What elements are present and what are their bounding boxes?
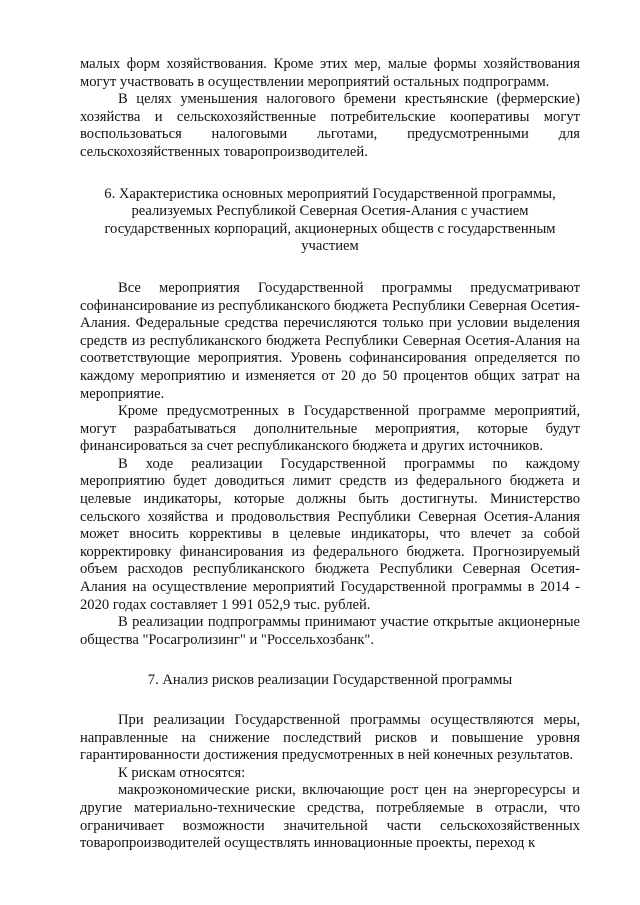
section-6-paragraph: В ходе реализации Государственной программы по каждому мероприятию будет доводиться лимит средств из федерального бюджета и целевые индикаторы, которые должны быть достигнуты. Министерство сельского хозяйства и продовольствия Республики Северная Осетия-Алания может вносить коррективы в целевые индикаторы, что влечет за собой корректировку финансирования из федерального бюджета. Прогнозируемый объем расходов республиканского бюджета Республики Северная Осетия-Алания на осуществление мероприятий Государственной программы в 2014 - 2020 годах составляет 1 991 052,9 тыс. рублей.: [80, 455, 580, 613]
section-6-heading: 6. Характеристика основных мероприятий Государственной программы, реализуемых Республикой Северная Осетия-Алания с участием государственных корпораций, акционерных обществ с государственным участием: [104, 185, 556, 255]
section-6-paragraph: В реализации подпрограммы принимают участие открытые акционерные общества "Росагролизинг" и "Россельхозбанк".: [80, 614, 580, 648]
section-7-heading: 7. Анализ рисков реализации Государственной программы: [147, 672, 513, 689]
section-7-paragraph: При реализации Государственной программы осуществляются меры, направленные на снижение последствий рисков и повышение уровня гарантированности достижения предусмотренных в ней конечных результатов.: [80, 712, 580, 764]
section-7-paragraph: К рискам относятся:: [118, 764, 246, 781]
section-7-paragraph: макроэкономические риски, включающие рост цен на энергоресурсы и другие материально-технические средства, потребляемые в отрасли, что ограничивает возможности значительной части сельскохозяйственных товаропроизводителей осуществлять инновационные проекты, переход к: [80, 782, 580, 852]
section-6-paragraph: Кроме предусмотренных в Государственной программе мероприятий, могут разрабатываться дополнительные мероприятия, которые будут финансироваться за счет республиканского бюджета и других источников.: [80, 403, 580, 455]
paragraph-tax-benefits: В целях уменьшения налогового бремени крестьянские (фермерские) хозяйства и сельскохозяйственные потребительские кооперативы могут воспользоваться налоговыми льготами, предусмотренными для сельскохозяйственных товаропроизводителей.: [80, 91, 580, 160]
paragraph-continuation: малых форм хозяйствования. Кроме этих мер, малые формы хозяйствования могут участвовать в осуществлении мероприятий остальных подпрограмм.: [80, 56, 580, 90]
section-6-paragraph: Все мероприятия Государственной программы предусматривают софинансирование из республиканского бюджета Республики Северная Осетия-Алания. Федеральные средства перечисляются только при условии выделения средств из республиканского бюджета Республики Северная Осетия-Алания на соответствующие мероприятия. Уровень софинансирования определяется по каждому мероприятию и изменяется от 20 до 50 процентов общих затрат на мероприятие.: [80, 279, 580, 402]
